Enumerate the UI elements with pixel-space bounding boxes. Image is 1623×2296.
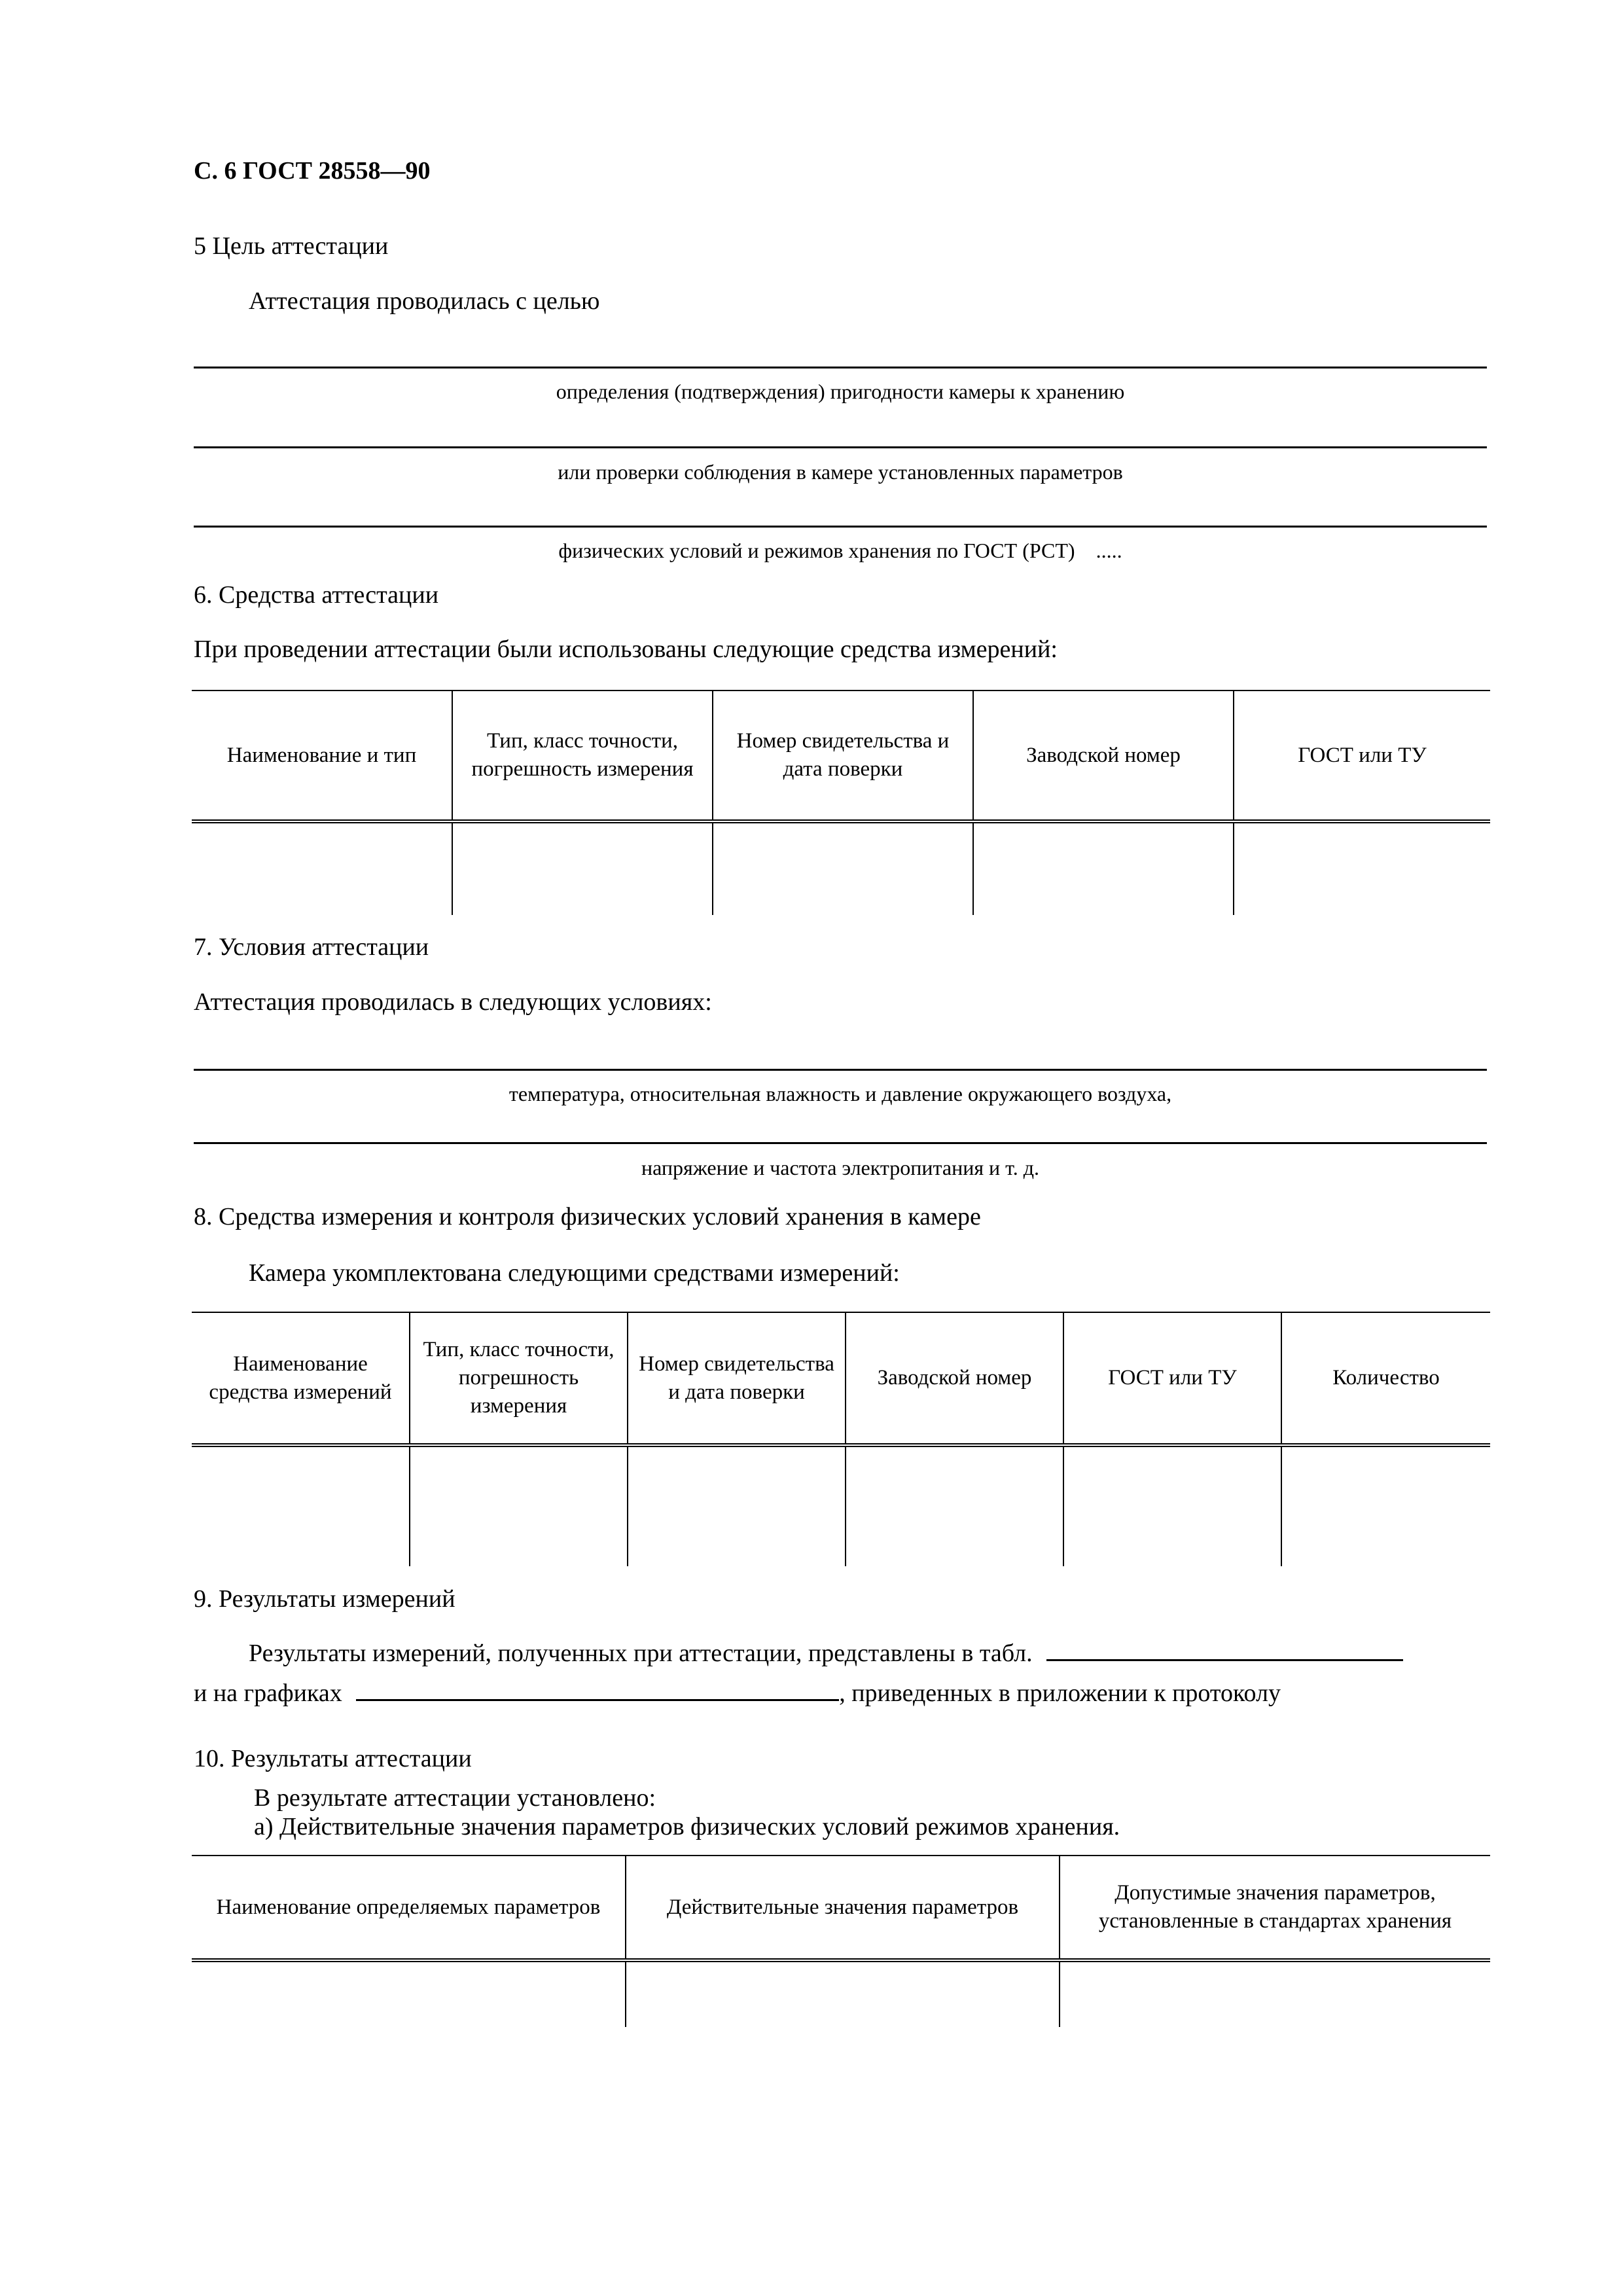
table-camera-instruments <box>192 1312 1490 1566</box>
caption-purpose-1: определения (подтверждения) пригодности камеры к хранению <box>556 380 1125 403</box>
table-cell[interactable] <box>410 1445 628 1566</box>
page-title: С. 6 ГОСТ 28558—90 <box>194 157 431 185</box>
table-attestation-instruments <box>192 690 1490 915</box>
section-8-heading: 8. Средства измерения и контроля физических условий хранения в камере <box>194 1203 981 1230</box>
section-7-lead: Аттестация проводилась в следующих условиях: <box>194 988 712 1016</box>
column-header: ГОСТ или ТУ <box>1234 691 1490 821</box>
column-header: Номер свидетельства и дата поверки <box>713 691 973 821</box>
table-cell[interactable] <box>973 821 1234 915</box>
section-10-heading: 10. Результаты аттестации <box>194 1745 472 1772</box>
section-10-lead-2: а) Действительные значения параметров физических условий режимов хранения. <box>254 1813 1120 1840</box>
column-header: Наименование определяемых параметров <box>192 1856 626 1960</box>
section-7-heading: 7. Условия аттестации <box>194 933 429 961</box>
column-header: Допустимые значения параметров, установленные в стандартах хранения <box>1060 1856 1490 1960</box>
column-header: Тип, класс точности, погрешность измерения <box>410 1312 628 1445</box>
caption-conditions-2: напряжение и частота электропитания и т. д. <box>641 1156 1040 1179</box>
table-cell[interactable] <box>1060 1960 1490 2027</box>
table-cell[interactable] <box>452 821 713 915</box>
section-9-heading: 9. Результаты измерений <box>194 1585 455 1613</box>
column-header: Действительные значения параметров <box>626 1856 1060 1960</box>
column-header: Тип, класс точности, погрешность измерения <box>452 691 713 821</box>
table-cell[interactable] <box>628 1445 846 1566</box>
section-6-heading: 6. Средства аттестации <box>194 581 439 609</box>
caption-purpose-2: или проверки соблюдения в камере установленных параметров <box>558 460 1123 484</box>
column-header: ГОСТ или ТУ <box>1063 1312 1281 1445</box>
fill-line-purpose-2[interactable] <box>194 446 1487 448</box>
section-9-line-1 <box>249 1640 1403 1666</box>
column-header: Наименование и тип <box>192 691 452 821</box>
caption-conditions-1: температура, относительная влажность и давление окружающего воздуха, <box>508 1082 1172 1105</box>
column-header: Заводской номер <box>973 691 1234 821</box>
table-cell[interactable] <box>1281 1445 1490 1566</box>
results-text-1: Результаты измерений, полученных при аттестации, представлены в табл. <box>249 1640 1033 1667</box>
table-number-field[interactable] <box>1046 1640 1403 1661</box>
fill-line-conditions-1[interactable] <box>194 1069 1487 1071</box>
graphs-field[interactable] <box>356 1679 839 1701</box>
table-cell[interactable] <box>713 821 973 915</box>
table-cell[interactable] <box>192 1445 410 1566</box>
table-cell[interactable] <box>1063 1445 1281 1566</box>
column-header: Количество <box>1281 1312 1490 1445</box>
results-text-2b: , приведенных в приложении к протоколу <box>839 1679 1281 1707</box>
section-5-lead: Аттестация проводилась с целью <box>249 287 600 315</box>
table-cell[interactable] <box>846 1445 1063 1566</box>
table-cell[interactable] <box>192 1960 626 2027</box>
caption-purpose-3: физических условий и режимов хранения по ГОСТ (РСТ) ..... <box>558 539 1122 562</box>
fill-line-purpose-1[interactable] <box>194 367 1487 368</box>
table-cell[interactable] <box>626 1960 1060 2027</box>
section-9-line-2 <box>194 1679 1281 1706</box>
section-6-lead: При проведении аттестации были использованы следующие средства измерений: <box>194 636 1058 663</box>
column-header: Наименование средства измерений <box>192 1312 410 1445</box>
results-text-2a: и на графиках <box>194 1679 342 1707</box>
table-parameter-values <box>192 1855 1490 2027</box>
table-cell[interactable] <box>1234 821 1490 915</box>
section-5-heading: 5 Цель аттестации <box>194 232 389 260</box>
fill-line-conditions-2[interactable] <box>194 1142 1487 1144</box>
section-10-lead-1: В результате аттестации установлено: <box>254 1784 656 1812</box>
section-8-lead: Камера укомплектована следующими средствами измерений: <box>249 1259 900 1287</box>
column-header: Номер свидетельства и дата поверки <box>628 1312 846 1445</box>
fill-line-purpose-3[interactable] <box>194 526 1487 528</box>
column-header: Заводской номер <box>846 1312 1063 1445</box>
table-cell[interactable] <box>192 821 452 915</box>
